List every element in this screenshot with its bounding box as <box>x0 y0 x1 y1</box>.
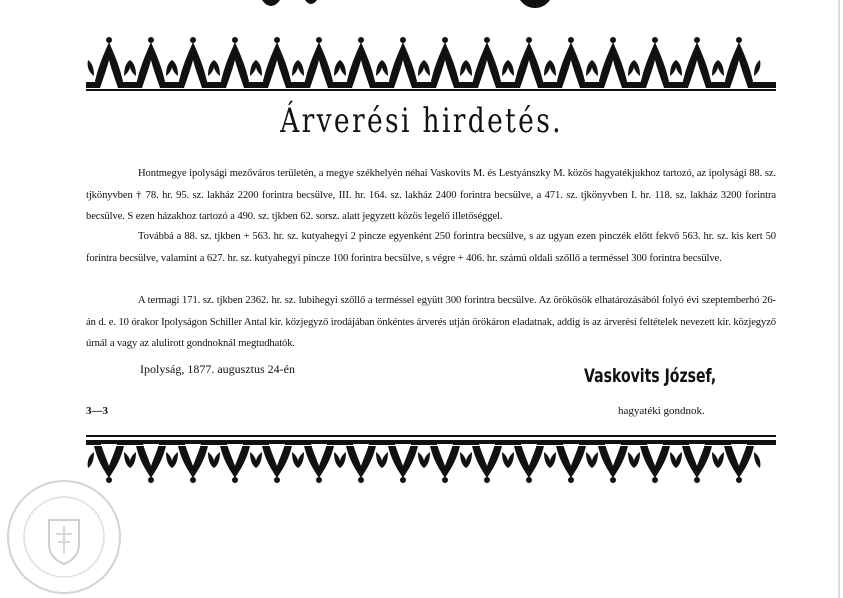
library-stamp-icon <box>5 478 123 596</box>
paragraph-2: Továbbá a 88. sz. tjkben + 563. hr. sz. kutyahegyi 2 pincze egyenként 250 forintra becsülve, s az ugyan ezen pinczék előtt fekvő 563. hr. sz. kis kert 50 forintra becsülve, valamint a 627. hr. sz. kutyahegyi pincze 100 forintra becsülve, s végre + 406. hr. számú oldali szőllő a terméssel 300 forintra becsülve. <box>86 231 776 264</box>
issue-number: 3—3 <box>86 405 108 417</box>
top-ink-fragment <box>0 0 843 8</box>
scan-edge <box>838 0 840 598</box>
page-title: Árverési hirdetés. <box>280 101 563 141</box>
paragraph-1: Hontmegye ipolysági mezőváros területén, a megye székhelyén néhai Vaskovits M. és Lestyánszky M. közös hagyatékjukhoz tartozó, az ipolysági 88. sz. tjkönyvben † 78. hr. 95. sz. lakház 2200 forintra becsülve, III. hr. 164. sz. lakház 2400 forintra becsülve, a 471. sz. tjkönyvben I. hr. 118. sz. lakház 3200 forintra becsülve. S ezen házakhoz tartozó a 490. sz. tjkben 62. sorsz. alatt jegyzett közös legelő illetőséggel. <box>86 168 776 222</box>
signature-name: Vaskovits József, <box>584 365 717 387</box>
ornamental-border-bottom <box>86 432 776 484</box>
signature-role: hagyatéki gondnok. <box>618 405 705 417</box>
paragraph-3: A termagi 171. sz. tjkben 2362. hr. sz. lubihegyi szőllő a terméssel együtt 300 forintra becsülve. Az örökösök elhatározásából folyó évi szeptemberhó 26-án d. e. 10 órakor Ipolyságon Schiller Antal kir. közjegyző irodájában önkéntes árverés utján örökáron eladatnak, addig is az árverési feltételek nevezett kir. közjegyző úrnál a vagy az alulirott gondnoknál megtudhatók. <box>86 295 776 349</box>
ornamental-border-top <box>86 36 776 98</box>
place-date: Ipolyság, 1877. augusztus 24-én <box>140 362 295 376</box>
